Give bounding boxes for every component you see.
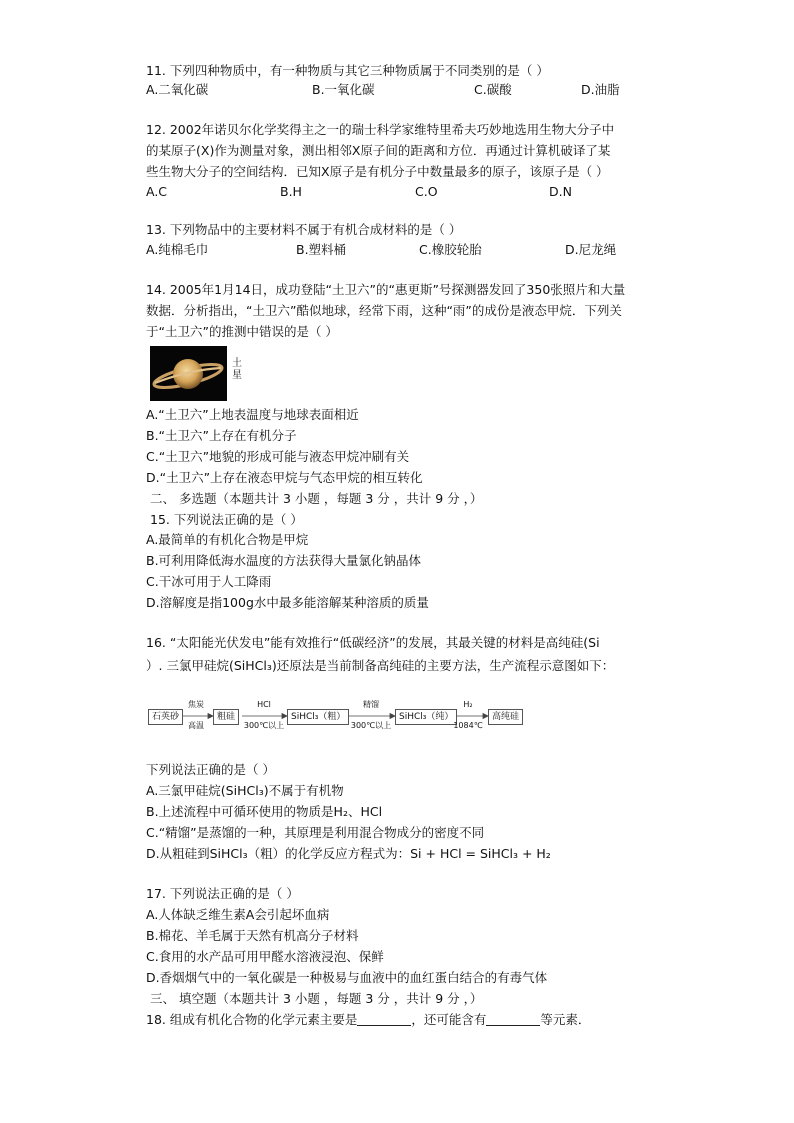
process-flow-diagram <box>146 697 526 737</box>
arrow-2-top-label: HCl <box>257 700 271 709</box>
q13-option-b: B.塑料桶 <box>296 242 347 257</box>
saturn-image <box>150 346 227 401</box>
q14-option-c: C.“土卫六”地貌的形成可能与液态甲烷冲刷有关 <box>146 449 410 464</box>
q18-part-1: 18. 组成有机化合物的化学元素主要是 <box>146 1012 358 1027</box>
q14-line-3: 于“土卫六”的推测中错误的是（ ） <box>146 324 338 339</box>
q15-option-c: C.干冰可用于人工降雨 <box>146 574 272 589</box>
q14-line-1: 14. 2005年1月14日，成功登陆“土卫六”的“惠更斯”号探测器发回了350张照片和大量 <box>146 282 626 297</box>
flow-box-crude-silicon: 粗硅 <box>213 709 239 725</box>
arrow-1-top-label: 焦炭 <box>188 700 204 709</box>
saturn-caption: 土星 <box>232 358 242 381</box>
q11-option-d: D.油脂 <box>581 82 620 97</box>
q17-option-c: C.食用的水产品可用甲醛水溶液浸泡、保鲜 <box>146 949 384 964</box>
q13-stem: 13. 下列物品中的主要材料不属于有机合成材料的是（ ） <box>146 222 462 237</box>
q18-part-2: ，还可能含有 <box>411 1012 487 1027</box>
q11-option-c: C.碳酸 <box>474 82 512 97</box>
q16-line-2: ）. 三氯甲硅烷(SiHCl₃)还原法是当前制备高纯硅的主要方法，生产流程示意图如下： <box>146 658 615 673</box>
arrow-1-bottom-label: 高温 <box>188 721 204 730</box>
q12-line-3: 些生物大分子的空间结构．已知X原子是有机分子中数量最多的原子，该原子是（ ） <box>146 164 609 179</box>
arrow-3-top-label: 精馏 <box>363 700 379 709</box>
q17-option-a: A.人体缺乏维生素A会引起坏血病 <box>146 907 330 922</box>
flow-box-quartz-sand: 石英砂 <box>148 709 183 725</box>
flow-box-sihcl3-crude: SiHCl₃（粗） <box>287 709 349 725</box>
q12-line-2: 的某原子(X)作为测量对象，测出相邻X原子间的距离和方位．再通过计算机破译了某 <box>146 143 611 158</box>
q13-option-a: A.纯棉毛巾 <box>146 242 209 257</box>
saturn-planet-icon <box>150 346 227 401</box>
q18-blank-2[interactable] <box>486 1013 540 1026</box>
q18-stem <box>146 1012 590 1028</box>
q14-option-a: A.“土卫六”上地表温度与地球表面相近 <box>146 407 359 422</box>
arrow-4-bottom-label: 1084℃ <box>453 721 483 730</box>
q15-option-b: B.可利用降低海水温度的方法获得大量氯化钠晶体 <box>146 553 422 568</box>
arrow-4-top-label: H₂ <box>463 700 473 709</box>
q11-stem: 11. 下列四种物质中，有一种物质与其它三种物质属于不同类别的是（ ） <box>146 63 549 78</box>
q17-option-d: D.香烟烟气中的一氧化碳是一种极易与血液中的血红蛋白结合的有毒气体 <box>146 970 548 985</box>
q15-option-d: D.溶解度是指100g水中最多能溶解某种溶质的质量 <box>146 595 429 610</box>
section-2-heading: 二、 多选题（本题共计 3 小题 ，每题 3 分 ，共计 9 分 ，） <box>150 491 483 506</box>
q12-option-a: A.C <box>146 184 168 199</box>
q18-part-3: 等元素． <box>540 1012 591 1027</box>
q17-option-b: B.棉花、羊毛属于天然有机高分子材料 <box>146 928 359 943</box>
q17-stem: 17. 下列说法正确的是（ ） <box>146 886 299 901</box>
q18-blank-1[interactable] <box>357 1013 411 1026</box>
q13-option-c: C.橡胶轮胎 <box>419 242 482 257</box>
arrow-2-bottom-label: 300℃以上 <box>243 721 285 730</box>
q16-line-1: 16. “太阳能光伏发电”能有效推行“低碳经济”的发展，其最关键的材料是高纯硅(Si <box>146 635 600 650</box>
q14-option-b: B.“土卫六”上存在有机分子 <box>146 428 297 443</box>
q12-option-c: C.O <box>415 184 438 199</box>
q16-option-d: D.从粗硅到SiHCl₃（粗）的化学反应方程式为：Si + HCl = SiHCl₃ + H₂ <box>146 846 551 861</box>
flow-box-sihcl3-pure: SiHCl₃（纯） <box>395 709 457 725</box>
q11-option-b: B.一氧化碳 <box>312 82 375 97</box>
arrow-3-bottom-label: 300℃以上 <box>350 721 392 730</box>
q14-line-2: 数据．分析指出，“土卫六”酷似地球，经常下雨，这种“雨”的成份是液态甲烷．下列关 <box>146 303 622 318</box>
q14-option-d: D.“土卫六”上存在液态甲烷与气态甲烷的相互转化 <box>146 470 423 485</box>
q12-line-1: 12. 2002年诺贝尔化学奖得主之一的瑞士科学家维特里希夫巧妙地选用生物大分子中 <box>146 122 615 137</box>
q16-option-a: A.三氯甲硅烷(SiHCl₃)不属于有机物 <box>146 783 344 798</box>
q15-stem: 15. 下列说法正确的是（ ） <box>150 512 303 527</box>
flow-box-high-purity-silicon: 高纯硅 <box>488 709 523 725</box>
q11-option-a: A.二氧化碳 <box>146 82 209 97</box>
section-3-heading: 三、 填空题（本题共计 3 小题 ，每题 3 分 ，共计 9 分 ，） <box>150 991 483 1006</box>
q15-option-a: A.最简单的有机化合物是甲烷 <box>146 532 309 547</box>
q13-option-d: D.尼龙绳 <box>565 242 617 257</box>
q16-option-c: C.“精馏”是蒸馏的一种，其原理是利用混合物成分的密度不同 <box>146 825 485 840</box>
q12-option-b: B.H <box>280 184 302 199</box>
q12-option-d: D.N <box>549 184 572 199</box>
q16-stem: 下列说法正确的是（ ） <box>146 762 275 777</box>
q16-option-b: B.上述流程中可循环使用的物质是H₂、HCl <box>146 804 383 819</box>
